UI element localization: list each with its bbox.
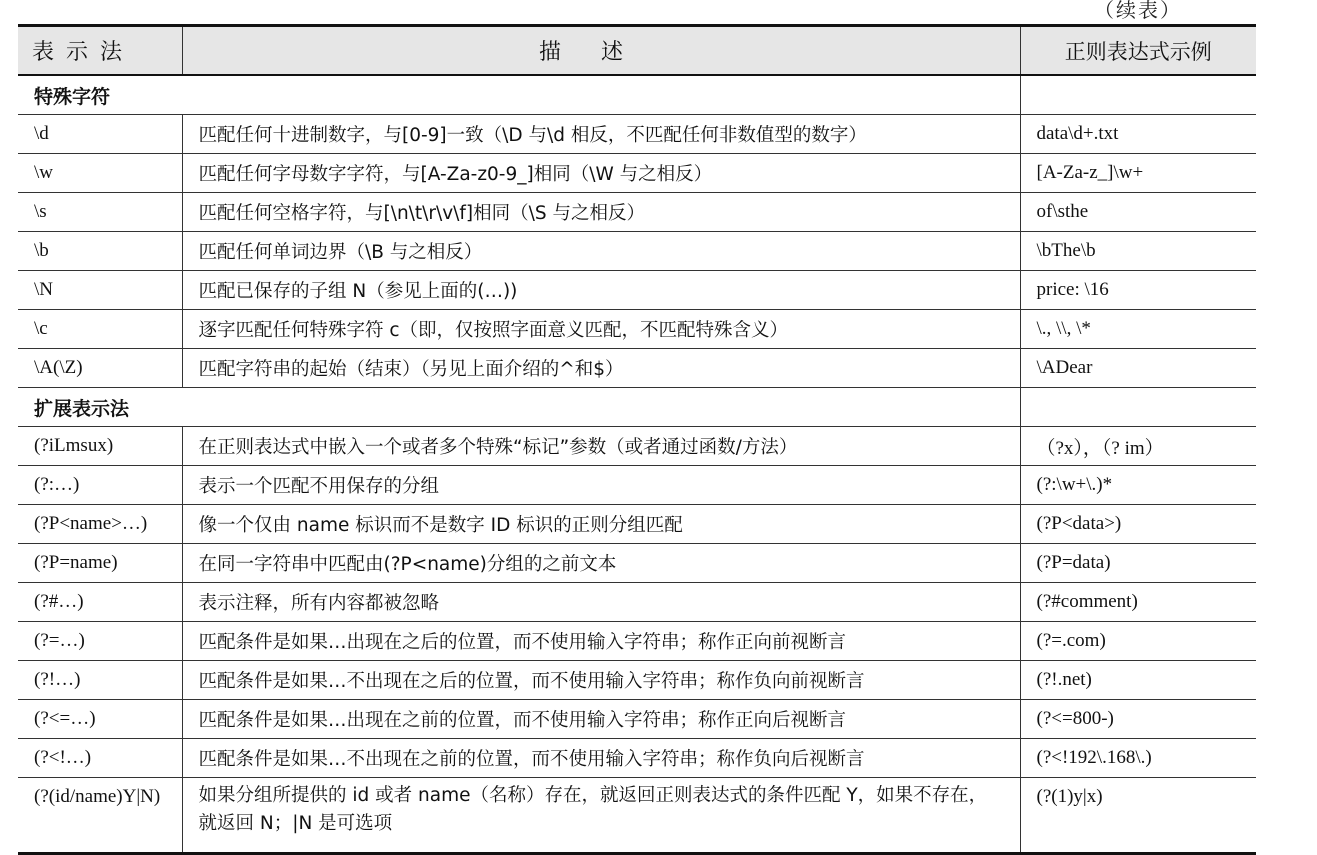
table-row (18, 466, 1256, 505)
description-cell: 逐字匹配任何特殊字符 c（即，仅按照字面意义匹配，不匹配特殊含义） (182, 310, 1020, 349)
section-title: 扩展表示法 (18, 388, 1020, 427)
description-cell: 在同一字符串中匹配由(?P<name)分组的之前文本 (182, 544, 1020, 583)
description-cell: 匹配条件是如果…出现在之前的位置，而不使用输入字符串；称作正向后视断言 (182, 700, 1020, 739)
section-empty-cell (1020, 75, 1256, 115)
table-row (18, 427, 1256, 466)
notation-cell: \c (18, 310, 182, 349)
example-cell: \bThe\b (1020, 232, 1256, 271)
header-example: 正则表达式示例 (1020, 26, 1256, 76)
example-cell: (?<!192\.168\.) (1020, 739, 1256, 778)
notation-cell: (?<!…) (18, 739, 182, 778)
description-cell: 匹配任何字母数字字符，与[A-Za-z0-9_]相同（\W 与之相反） (182, 154, 1020, 193)
notation-cell: \b (18, 232, 182, 271)
notation-cell: (?<=…) (18, 700, 182, 739)
table-row (18, 661, 1256, 700)
table-row (18, 505, 1256, 544)
section-title: 特殊字符 (18, 75, 1020, 115)
table-row (18, 310, 1256, 349)
notation-cell: \N (18, 271, 182, 310)
description-cell: 如果分组所提供的 id 或者 name（名称）存在，就返回正则表达式的条件匹配 Y，如果不存在，就返回 N；|N 是可选项 (182, 778, 1020, 854)
table-row (18, 193, 1256, 232)
description-cell: 匹配条件是如果…出现在之后的位置，而不使用输入字符串；称作正向前视断言 (182, 622, 1020, 661)
example-cell: \ADear (1020, 349, 1256, 388)
example-cell: (?!.net) (1020, 661, 1256, 700)
example-cell: （?x），（? im） (1020, 427, 1256, 466)
example-cell: (?P<data>) (1020, 505, 1256, 544)
table-row (18, 778, 1256, 854)
notation-cell: (?=…) (18, 622, 182, 661)
table-row (18, 154, 1256, 193)
description-cell: 匹配任何空格字符，与[\n\t\r\v\f]相同（\S 与之相反） (182, 193, 1020, 232)
table-row (18, 271, 1256, 310)
description-cell: 表示一个匹配不用保存的分组 (182, 466, 1020, 505)
example-cell: (?:\w+\.)* (1020, 466, 1256, 505)
section-row-special-chars (18, 75, 1256, 115)
notation-cell: (?(id/name)Y|N) (18, 778, 182, 854)
notation-cell: (?P<name>…) (18, 505, 182, 544)
example-cell: (?#comment) (1020, 583, 1256, 622)
notation-cell: (?:…) (18, 466, 182, 505)
description-cell: 匹配任何单词边界（\B 与之相反） (182, 232, 1020, 271)
header-description: 描述 (182, 26, 1020, 76)
description-cell: 在正则表达式中嵌入一个或者多个特殊“标记”参数（或者通过函数/方法） (182, 427, 1020, 466)
description-cell: 匹配条件是如果…不出现在之后的位置，而不使用输入字符串；称作负向前视断言 (182, 661, 1020, 700)
notation-cell: \s (18, 193, 182, 232)
notation-cell: (?iLmsux) (18, 427, 182, 466)
table-row (18, 544, 1256, 583)
table-row (18, 739, 1256, 778)
notation-cell: (?!…) (18, 661, 182, 700)
example-cell: price: \16 (1020, 271, 1256, 310)
table-row (18, 349, 1256, 388)
notation-cell: \w (18, 154, 182, 193)
continued-label: （续表） (1094, 0, 1182, 22)
notation-cell: (?#…) (18, 583, 182, 622)
example-cell: of\sthe (1020, 193, 1256, 232)
table-row (18, 700, 1256, 739)
table-row (18, 622, 1256, 661)
description-cell: 匹配条件是如果…不出现在之前的位置，而不使用输入字符串；称作负向后视断言 (182, 739, 1020, 778)
table-row (18, 583, 1256, 622)
section-empty-cell (1020, 388, 1256, 427)
example-cell: (?<=800-) (1020, 700, 1256, 739)
example-cell: \., \\, \* (1020, 310, 1256, 349)
example-cell: data\d+.txt (1020, 115, 1256, 154)
description-cell: 表示注释，所有内容都被忽略 (182, 583, 1020, 622)
section-row-extended-notation (18, 388, 1256, 427)
example-cell: [A-Za-z_]\w+ (1020, 154, 1256, 193)
regex-syntax-table (18, 24, 1256, 855)
description-cell: 匹配字符串的起始（结束）（另见上面介绍的^和$） (182, 349, 1020, 388)
description-cell: 匹配已保存的子组 N（参见上面的(…)) (182, 271, 1020, 310)
notation-cell: \d (18, 115, 182, 154)
example-cell: (?P=data) (1020, 544, 1256, 583)
notation-cell: (?P=name) (18, 544, 182, 583)
description-cell: 匹配任何十进制数字，与[0-9]一致（\D 与\d 相反，不匹配任何非数值型的数字） (182, 115, 1020, 154)
notation-cell: \A(\Z) (18, 349, 182, 388)
header-notation: 表示法 (18, 26, 182, 76)
example-cell: (?=.com) (1020, 622, 1256, 661)
table-row (18, 115, 1256, 154)
example-cell: (?(1)y|x) (1020, 778, 1256, 854)
table-header-row (18, 26, 1256, 76)
table-row (18, 232, 1256, 271)
description-cell: 像一个仅由 name 标识而不是数字 ID 标识的正则分组匹配 (182, 505, 1020, 544)
